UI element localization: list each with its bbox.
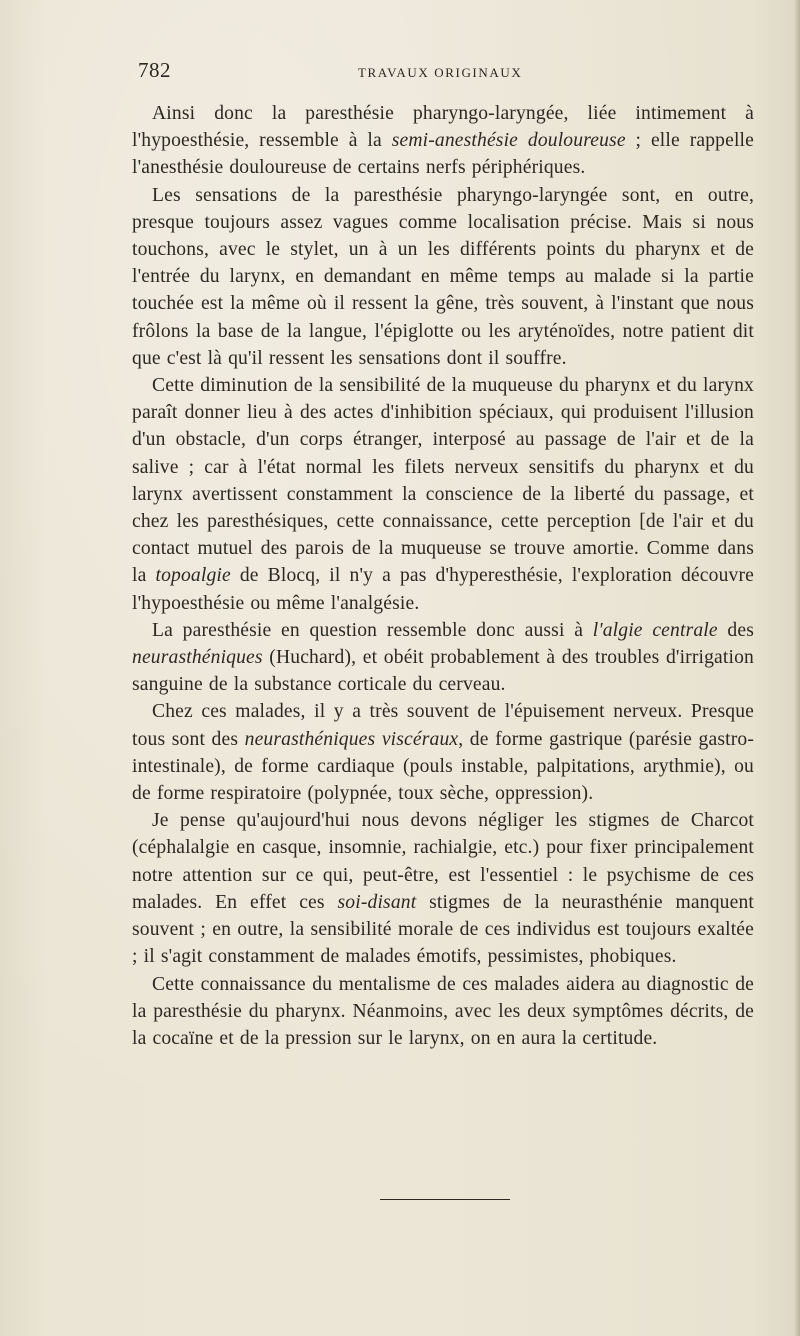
paragraph-3-text-c: de Blocq, il n'y a pas d'hyperesthésie, l'exploration découvre l'hypoesthésie ou même l'analgésie. <box>132 565 754 614</box>
paragraph-6-text-c: stigmes de la neurasthénie manquent souvent ; en outre, la sensibilité morale de ces individus est toujours exaltée ; il s'agit constamment de malades émotifs, pessimistes, phobiques. <box>132 891 754 968</box>
paragraph-4-italic-neurastheniques: neurasthéniques <box>132 647 263 669</box>
paragraph-7: Cette connaissance du mentalisme de ces malades aidera au diagnostic de la paresthésie du pharynx. Néanmoins, avec les deux symptômes décrits, de la cocaïne et de la pression sur le larynx, on en aura la certitude. <box>132 973 754 1049</box>
paragraph-4 <box>132 617 754 699</box>
body-text <box>132 100 754 1052</box>
paragraph-4-italic-algie-centrale: l'algie centrale <box>592 619 718 641</box>
paragraph-1-text-a: Ainsi donc la paresthésie pharyngo-laryngée, liée intimement à l'hypoesthésie, ressemble à la <box>132 103 754 152</box>
paragraph-6-text-a: Je pense qu'aujourd'hui nous devons négliger les stigmes de Charcot (céphalalgie en casque, insomnie, rachialgie, etc.) pour fixer principalement notre attention sur ce qui, peut-être, est l'essentiel : le psychisme de ces malades. En effet ces <box>132 810 754 913</box>
paragraph-6-italic-soi-disant: soi-disant <box>337 891 417 913</box>
page-header <box>138 58 758 88</box>
paragraph-5-italic-neurastheniques-visceraux: neurasthéniques viscéraux <box>244 728 459 750</box>
page-number: 782 <box>138 58 171 82</box>
paragraph-5-text-a: Chez ces malades, il y a très souvent de l'épuisement nerveux. Presque tous sont des <box>132 701 754 750</box>
paragraph-5 <box>132 698 754 807</box>
paragraph-5-text-c: , de forme gastrique (parésie gastro-intestinale), de forme cardiaque (pouls instable, palpitations, arythmie), ou de forme respiratoire (polypnée, toux sèche, oppression). <box>132 728 754 805</box>
paragraph-4-text-c: des <box>717 619 754 641</box>
paragraph-1 <box>132 100 754 182</box>
paragraph-4-text-e: (Huchard), et obéit probablement à des troubles d'irrigation sanguine de la substance corticale du cerveau. <box>132 647 754 696</box>
running-head: TRAVAUX ORIGINAUX <box>358 65 523 80</box>
section-end-rule <box>380 1199 510 1200</box>
page-edge-shadow <box>794 0 800 1336</box>
paragraph-1-italic-semi-anesthesie: semi-anesthésie douloureuse <box>391 130 626 152</box>
paragraph-1-text-c: ; elle rappelle l'anesthésie douloureuse de certains nerfs périphériques. <box>132 130 754 179</box>
paragraph-4-text-a: La paresthésie en question ressemble donc aussi à <box>152 619 593 641</box>
paragraph-6 <box>132 807 754 970</box>
paragraph-3 <box>132 372 754 617</box>
paragraph-2: Les sensations de la paresthésie pharyngo-laryngée sont, en outre, presque toujours assez vagues comme localisation précise. Mais si nous touchons, avec le stylet, un à un les différents points du pharynx et de l'entrée du larynx, en demandant en même temps au malade si la partie touchée est la même où il ressent la gêne, très souvent, à l'instant que nous frôlons la base de la langue, l'épiglotte ou les aryténoïdes, notre patient dit que c'est là qu'il ressent les sensations dont il souffre. <box>132 184 754 369</box>
paragraph-3-italic-topoalgie: topoalgie <box>155 565 231 587</box>
paragraph-3-text-a: Cette diminution de la sensibilité de la muqueuse du pharynx et du larynx paraît donner lieu à des actes d'inhibition spéciaux, qui produisent l'illusion d'un obstacle, d'un corps étranger, interposé au passage de l'air et de la salive ; car à l'état normal les filets nerveux sensitifs du pharynx et du larynx avertissent constamment la conscience de la liberté du passage, et chez les paresthésiques, cette connaissance, cette perception [de l'air et du contact mutuel des parois de la muqueuse se trouve amortie. Comme dans la <box>132 375 754 587</box>
